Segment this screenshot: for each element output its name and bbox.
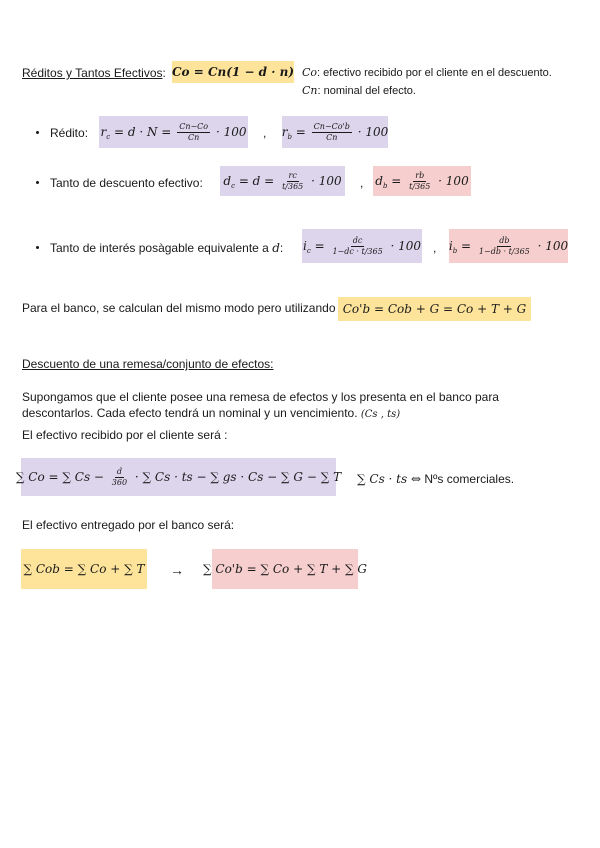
rc-tail: · 100 [215, 124, 247, 139]
comma-separator: , [263, 126, 267, 140]
ib-den: 1−db · t/365 [478, 246, 530, 256]
ib-lhs: i [448, 238, 453, 253]
formula-final-left-box [21, 549, 147, 589]
interes-colon: : [279, 241, 284, 255]
title-colon: : [162, 66, 166, 80]
def-co-text: : efectivo recibido por el cliente en el descuento. [317, 67, 552, 79]
bullet-dot [36, 131, 39, 134]
paragraph-remesa-text: descontarlos. Cada efecto tendrá un nominal y un vencimiento. [22, 406, 358, 420]
rc-den: Cn [188, 132, 200, 142]
sum-rhs: · ∑ Cs · ts − ∑ gs · Cs − ∑ G − ∑ T [134, 469, 342, 484]
formula-dc [223, 172, 341, 191]
def-cn-text: : nominal del efecto. [317, 85, 416, 97]
formula-rc [101, 123, 247, 142]
db-num: rb [415, 170, 425, 180]
comma-separator: , [360, 176, 364, 190]
bullet-dot [36, 246, 39, 249]
formula-ib [449, 237, 568, 256]
formula-ic-box [302, 229, 422, 263]
section-title-remesa: Descuento de una remesa/conjunto de efectos: [22, 357, 274, 371]
ic-den: 1−dc · t/365 [332, 246, 383, 256]
rb-eq: = [295, 124, 306, 139]
dc-num: rc [288, 170, 297, 180]
arrow-icon: → [170, 562, 184, 578]
formula-main: Co = Cn(1 − d · n) [172, 65, 295, 79]
numeros-comerciales [357, 472, 514, 486]
formula-final-right: ∑ Co'b = ∑ Co + ∑ T + ∑ G [203, 562, 367, 576]
formula-rb-box [282, 116, 388, 148]
numeros-text: Nºs comerciales. [424, 472, 515, 486]
banco-text: Para el banco, se calculan del mismo modo pero utilizando [22, 301, 336, 315]
ic-tail: · 100 [390, 238, 422, 253]
rc-sub: c [106, 132, 111, 141]
rb-fraction [312, 123, 352, 142]
ic-lhs: i [302, 238, 307, 253]
dc-mid: = d = [238, 173, 275, 188]
dc-fraction [280, 172, 305, 191]
rb-tail: · 100 [357, 124, 389, 139]
formula-final-left: ∑ Cob = ∑ Co + ∑ T [23, 562, 145, 576]
rb-sub: b [287, 132, 292, 141]
rc-num: Cn−Co [179, 121, 209, 131]
dc-tail: · 100 [311, 173, 342, 188]
descuento-label: Tanto de descuento efectivo: [50, 176, 203, 190]
redito-label: Rédito: [50, 126, 89, 140]
db-sub: b [382, 181, 388, 190]
rb-den: Cn [326, 132, 338, 142]
def-co [302, 66, 552, 79]
formula-rc-box [99, 116, 248, 148]
dc-den: t/365 [282, 181, 304, 191]
formula-db [375, 172, 468, 191]
sum-frac-den: 360 [111, 477, 128, 487]
ic-sub: c [306, 246, 311, 255]
dc-sub: c [231, 181, 235, 190]
formula-ic [303, 237, 421, 256]
ib-eq: = [461, 238, 472, 253]
dc-lhs: d [223, 173, 232, 188]
rc-lhs: r [100, 124, 107, 139]
db-fraction [407, 172, 432, 191]
db-tail: · 100 [438, 173, 469, 188]
section-title-text: Réditos y Tantos Efectivos [22, 66, 163, 80]
db-lhs: d [375, 173, 383, 188]
section-title-reditos [22, 66, 166, 80]
formula-sum [16, 468, 341, 487]
rb-lhs: r [281, 124, 288, 139]
bullet-dot [36, 181, 39, 184]
paragraph-remesa-line2 [22, 406, 400, 420]
ic-fraction [330, 237, 384, 256]
ib-fraction [477, 237, 532, 256]
def-cn-symbol: Cn [302, 84, 318, 97]
formula-main-box [172, 61, 294, 83]
interes-label-text: Tanto de interés posàgable equivalente a [50, 241, 269, 255]
formula-ib-box [449, 229, 568, 263]
interes-var: d [272, 241, 280, 255]
def-cn [302, 84, 416, 97]
cs-ts-symbol: (Cs , ts) [360, 409, 401, 420]
paragraph-efectivo-banco: El efectivo entregado por el banco será: [22, 518, 235, 532]
rb-num: Cn−Co'b [313, 121, 350, 131]
formula-db-box [373, 166, 471, 196]
ic-num: dc [352, 235, 363, 245]
formula-banco: Co'b = Cob + G = Co + T + G [342, 302, 527, 316]
db-eq: = [391, 173, 402, 188]
sum-lhs: ∑ Co = ∑ Cs − [15, 469, 104, 484]
comma-separator: , [433, 241, 437, 255]
paragraph-efectivo-cliente: El efectivo recibido por el cliente será : [22, 428, 228, 442]
formula-banco-box [338, 297, 531, 321]
rc-fraction [177, 123, 210, 142]
rc-mid: = d · N = [114, 124, 172, 139]
ib-sub: b [452, 246, 458, 255]
sum-frac-num: d [116, 466, 122, 476]
formula-final-right-box [203, 549, 367, 589]
sum-fraction [110, 468, 129, 487]
formula-dc-box [220, 166, 345, 196]
ic-eq: = [314, 238, 325, 253]
ib-tail: · 100 [537, 238, 569, 253]
formula-sum-box [15, 458, 342, 496]
interes-label [50, 241, 283, 255]
ib-num: db [499, 235, 510, 245]
def-co-symbol: Co [302, 66, 318, 79]
db-den: t/365 [409, 181, 431, 191]
formula-rb [282, 123, 389, 142]
numeros-symbol: ∑ Cs · ts ⇔ [357, 472, 422, 486]
paragraph-remesa-line1: Supongamos que el cliente posee una remesa de efectos y los presenta en el banco para [22, 390, 499, 404]
